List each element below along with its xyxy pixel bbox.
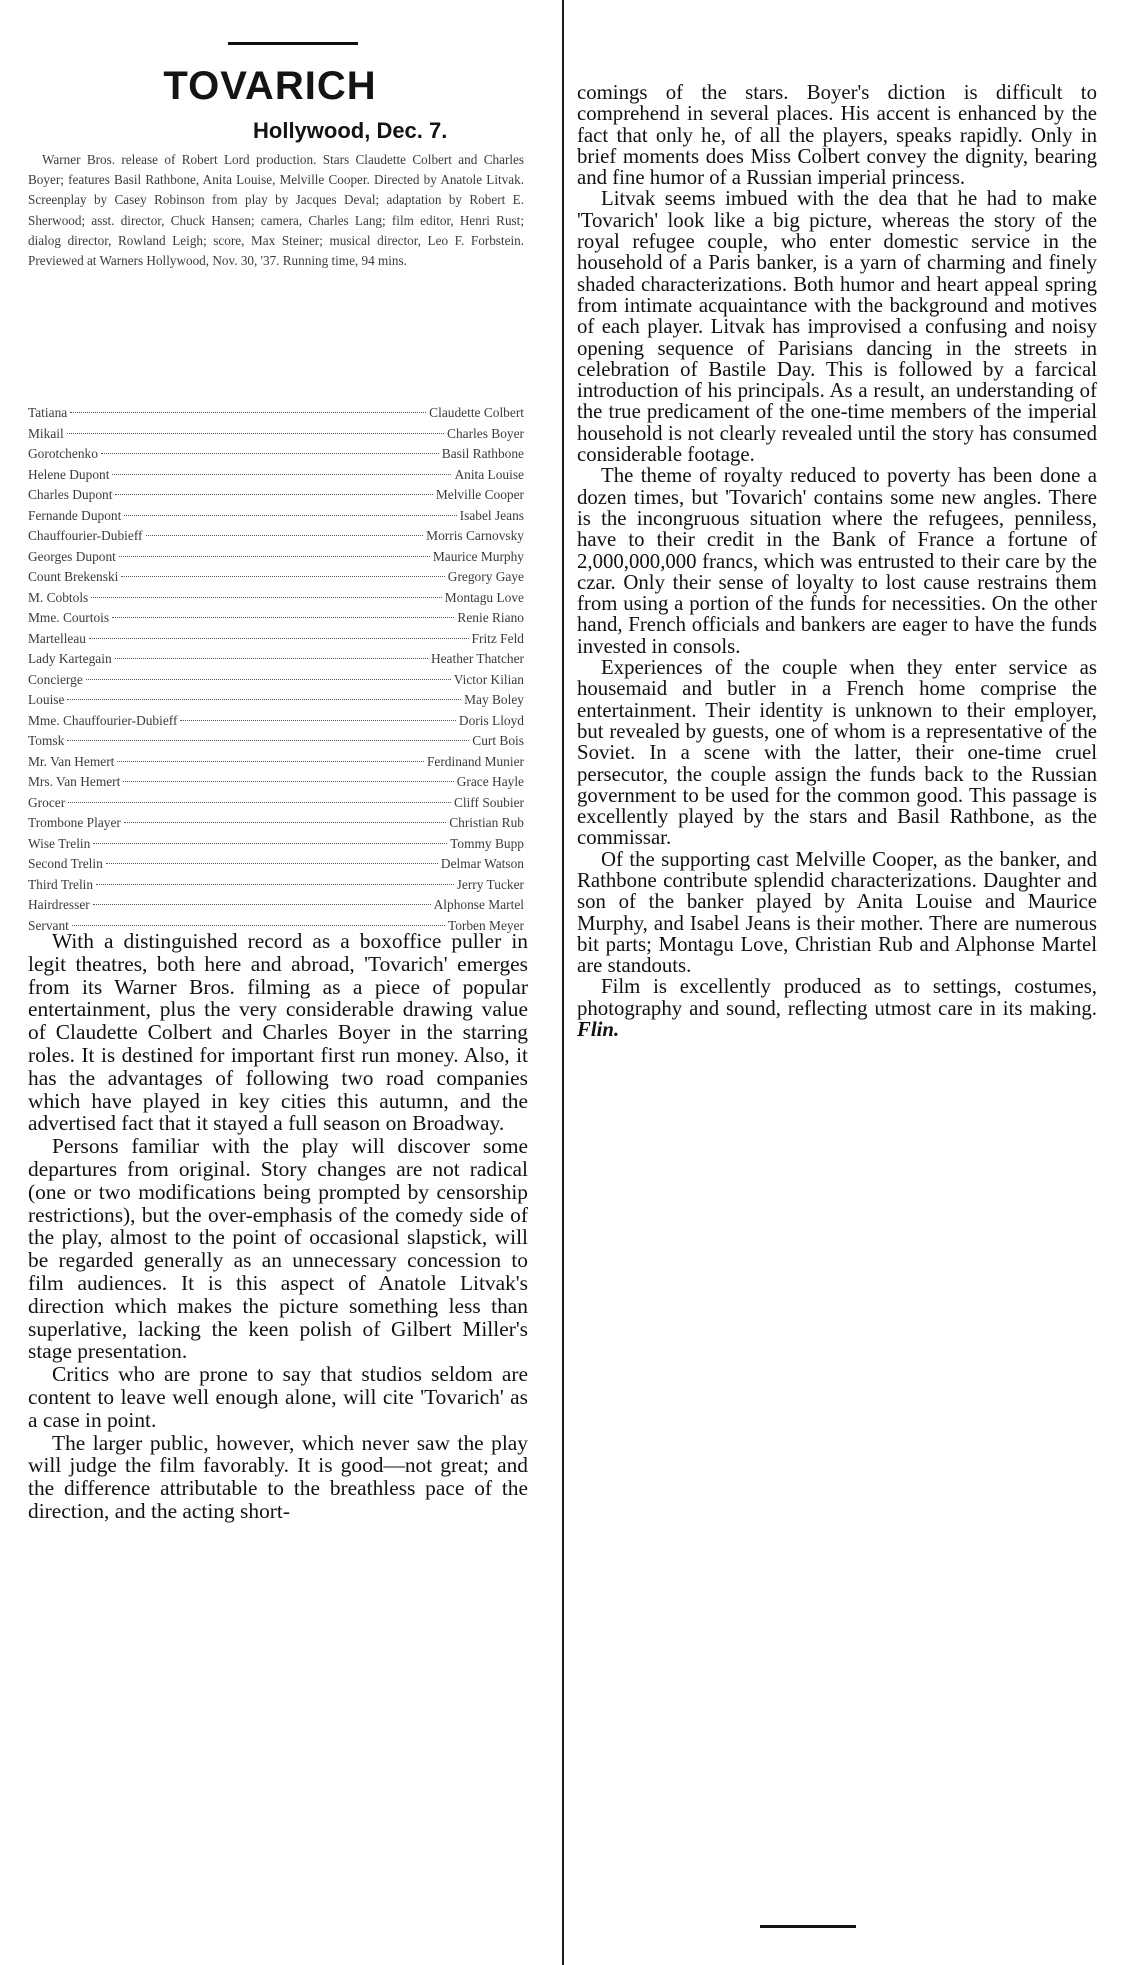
cast-row [28, 692, 524, 713]
cast-role: Georges Dupont [28, 548, 116, 564]
cast-row [28, 487, 524, 508]
cast-actor: Basil Rathbone [441, 446, 524, 461]
cast-row [28, 795, 524, 816]
cast-role: Mme. Chauffourier-Dubieff [28, 712, 178, 728]
cast-role: Second Trelin [28, 856, 103, 871]
review-paragraph: Litvak seems imbued with the dea that he had to make 'Tovarich' look like a big picture, whereas the story of the royal refugee couple, who enter domestic service in the household of a Paris banker, is a yarn of charming and finely shaded characterizations. Both humor and heart appeal spring from intimate acquaintance with the background and motives of each player. Litvak has improvised a confusing and noisy opening sequence of Parisians dancing in the streets in celebration of Bastile Day. This is followed by a farcical introduction of his principals. As a result, an understanding of the true predicament of the one-time members of the imperial household is not clearly revealed until the story has consumed considerable footage. [577, 187, 1097, 467]
cast-role: Grocer [28, 794, 66, 810]
cast-row [28, 774, 524, 795]
leader-dots [91, 597, 442, 598]
cast-role: Charles Dupont [28, 487, 113, 502]
cast-row [28, 651, 524, 672]
cast-role: Count Brekenski [28, 569, 119, 584]
leader-dots [121, 576, 444, 577]
cast-row [28, 467, 524, 488]
cast-role: M. Cobtols [28, 589, 89, 605]
cast-role: Third Trelin [28, 876, 94, 892]
review-paragraph-final [577, 976, 1097, 1040]
cast-actor: Curt Bois [472, 733, 524, 748]
review-paragraph: The larger public, however, which never saw the play will judge the film favorably. It is good—not great; and the difference attributable to the breathless pace of the direction, and the acting short- [28, 1430, 528, 1523]
review-paragraph: Experiences of the couple when they enter service as housemaid and butler in a French home comprise the entertainment. Their identity is unknown to their employer, but revealed by guests, one of whom is a representative of the Soviet. In a scene with the latter, their one-time cruel persecutor, the couple assign the funds back to the Russian government to be used for the common good. This passage is excellently played by the stars and Basil Rathbone, as the commissar. [577, 656, 1097, 850]
cast-list [28, 405, 524, 938]
cast-role: Martelleau [28, 630, 86, 646]
cast-role: Mrs. Van Hemert [28, 774, 121, 789]
cast-role: Chauffourier-Dubieff [28, 528, 143, 543]
dateline: Hollywood, Dec. 7. [253, 118, 448, 143]
leader-dots [117, 761, 424, 762]
cast-row [28, 426, 524, 447]
leader-dots [112, 617, 454, 618]
leader-dots [70, 412, 426, 413]
cast-actor: Melville Cooper [435, 487, 524, 502]
cast-actor: Renie Riano [457, 610, 524, 625]
cast-row [28, 672, 524, 693]
leader-dots [123, 781, 453, 782]
final-paragraph-text: Film is excellently produced as to settings, costumes, photography and sound, reflecting utmost care in its making. [577, 975, 1097, 1020]
cast-actor: Grace Hayle [456, 774, 524, 789]
cast-row [28, 754, 524, 775]
leader-dots [106, 863, 438, 864]
cast-actor: Delmar Watson [440, 856, 524, 871]
cast-actor: Victor Kilian [453, 671, 524, 687]
leader-dots [86, 679, 451, 680]
leader-dots [68, 802, 451, 803]
cast-actor: Christian Rub [449, 815, 524, 830]
cast-actor: Jerry Tucker [456, 876, 524, 892]
cast-actor: Montagu Love [444, 589, 524, 605]
cast-role: Wise Trelin [28, 835, 91, 851]
leader-dots [112, 474, 451, 475]
cast-row [28, 897, 524, 918]
cast-actor: Alphonse Martel [433, 897, 524, 912]
cast-actor: May Boley [464, 692, 524, 707]
cast-row [28, 836, 524, 857]
leader-dots [124, 822, 446, 823]
leader-dots [67, 433, 444, 434]
leader-dots [67, 740, 469, 741]
cast-actor: Morris Carnovsky [426, 528, 524, 543]
leader-dots [124, 515, 456, 516]
leader-dots [67, 699, 461, 700]
leader-dots [146, 535, 424, 536]
cast-actor: Ferdinand Munier [426, 753, 524, 769]
cast-row [28, 610, 524, 631]
cast-role: Fernande Dupont [28, 507, 122, 523]
cast-row [28, 549, 524, 570]
column-divider [562, 0, 564, 1965]
cast-role: Helene Dupont [28, 466, 110, 482]
right-column-body [577, 82, 1097, 1040]
cast-role: Concierge [28, 671, 83, 687]
end-rule [760, 1925, 856, 1928]
cast-row [28, 528, 524, 549]
cast-actor: Cliff Soubier [453, 794, 524, 810]
cast-actor: Claudette Colbert [429, 405, 524, 420]
cast-role: Mikail [28, 425, 64, 441]
cast-row [28, 631, 524, 652]
review-title: TOVARICH [163, 64, 377, 108]
cast-row [28, 508, 524, 529]
leader-dots [89, 638, 469, 639]
cast-role: Louise [28, 692, 65, 707]
cast-actor: Doris Lloyd [458, 712, 524, 728]
cast-row [28, 856, 524, 877]
cast-actor: Heather Thatcher [430, 651, 524, 666]
review-paragraph: comings of the stars. Boyer's diction is difficult to comprehend in several places. His accent is enhanced by the fact that only he, of all the players, speaks rapidly. Only in brief moments does Miss Colbert convey the dignity, bearing and fine humor of a Russian imperial princess. [577, 81, 1097, 190]
cast-role: Gorotchenko [28, 446, 98, 461]
review-paragraph: The theme of royalty reduced to poverty has been done a dozen times, but 'Tovarich' contains some new angles. There is the incongruous situation where the refugees, penniless, have to their credit in the Bank of France a fortune of 2,000,000,000 francs, which was entrusted to their care by the czar. Only their sense of loyalty to lost cause restrains them from using a portion of the funds for necessities. On the other hand, French officials and bankers are eager to have the funds invested in consols. [577, 464, 1097, 658]
cast-role: Mme. Courtois [28, 610, 110, 625]
cast-role: Tomsk [28, 733, 65, 748]
top-rule [228, 42, 358, 45]
leader-dots [93, 843, 447, 844]
cast-role: Lady Kartegain [28, 651, 112, 666]
review-paragraph: With a distinguished record as a boxoffice puller in legit theatres, both here and abroad, 'Tovarich' emerges from its Warner Bros. filming as a piece of popular entertainment, plus the very considerable drawing value of Claudette Colbert and Charles Boyer in the starring roles. It is destined for important first run money. Also, it has the advantages of following two road companies which have played in key cities this autumn, and the advertised fact that it stayed a full season on Broadway. [28, 929, 528, 1136]
leader-dots [115, 494, 432, 495]
cast-role: Servant [28, 917, 69, 933]
cast-actor: Gregory Gaye [447, 569, 524, 584]
cast-row [28, 877, 524, 898]
cast-role: Mr. Van Hemert [28, 753, 115, 769]
review-paragraph: Persons familiar with the play will discover some departures from original. Story changes are not radical (one or two modifications being prompted by censorship restrictions), but the over-emphasis of the comedy side of the play, almost to the point of occasional slapstick, will be regarded generally as an unnecessary concession to film audiences. It is this aspect of Anatole Litvak's direction which makes the picture something less than superlative, lacking the keen polish of Gilbert Miller's stage presentation. [28, 1134, 528, 1364]
cast-actor: Maurice Murphy [432, 548, 524, 564]
leader-dots [115, 658, 428, 659]
leader-dots [119, 556, 430, 557]
reviewer-signature: Flin. [577, 1018, 620, 1042]
leader-dots [96, 884, 454, 885]
cast-row [28, 405, 524, 426]
cast-row [28, 590, 524, 611]
cast-role: Hairdresser [28, 897, 90, 912]
cast-actor: Charles Boyer [447, 425, 524, 441]
review-paragraph: Of the supporting cast Melville Cooper, as the banker, and Rathbone contribute splendid characterizations. Daughter and son of the banker played by Anita Louise and Maurice Murphy, and Isabel Jeans is their mother. There are numerous bit parts; Montagu Love, Christian Rub and Alphonse Martel are standouts. [577, 847, 1097, 978]
cast-role: Trombone Player [28, 815, 121, 830]
cast-row [28, 569, 524, 590]
leader-dots [101, 453, 439, 454]
left-column-body [28, 930, 528, 1523]
cast-actor: Tommy Bupp [450, 835, 524, 851]
cast-actor: Anita Louise [454, 466, 524, 482]
leader-dots [93, 904, 431, 905]
cast-actor: Torben Meyer [447, 917, 524, 933]
cast-row [28, 733, 524, 754]
cast-actor: Fritz Feld [471, 630, 524, 646]
production-credits: Warner Bros. release of Robert Lord production. Stars Claudette Colbert and Charles Boyer; features Basil Rathbone, Anita Louise, Melville Cooper. Directed by Anatole Litvak. Screenplay by Casey Robinson from play by Jacques Deval; adaptation by Robert E. Sherwood; asst. director, Chuck Hansen; camera, Charles Lang; film editor, Henri Rust; dialog director, Rowland Leigh; score, Max Steiner; musical director, Leo F. Forbstein. Previewed at Warners Hollywood, Nov. 30, '37. Running time, 94 mins. [28, 152, 524, 269]
cast-row [28, 815, 524, 836]
leader-dots [180, 720, 455, 721]
review-paragraph: Critics who are prone to say that studios seldom are content to leave well enough alone, will cite 'Tovarich' as a case in point. [28, 1362, 528, 1432]
cast-row [28, 446, 524, 467]
cast-role: Tatiana [28, 405, 68, 420]
leader-dots [72, 925, 445, 926]
cast-actor: Isabel Jeans [459, 507, 524, 523]
cast-row [28, 713, 524, 734]
